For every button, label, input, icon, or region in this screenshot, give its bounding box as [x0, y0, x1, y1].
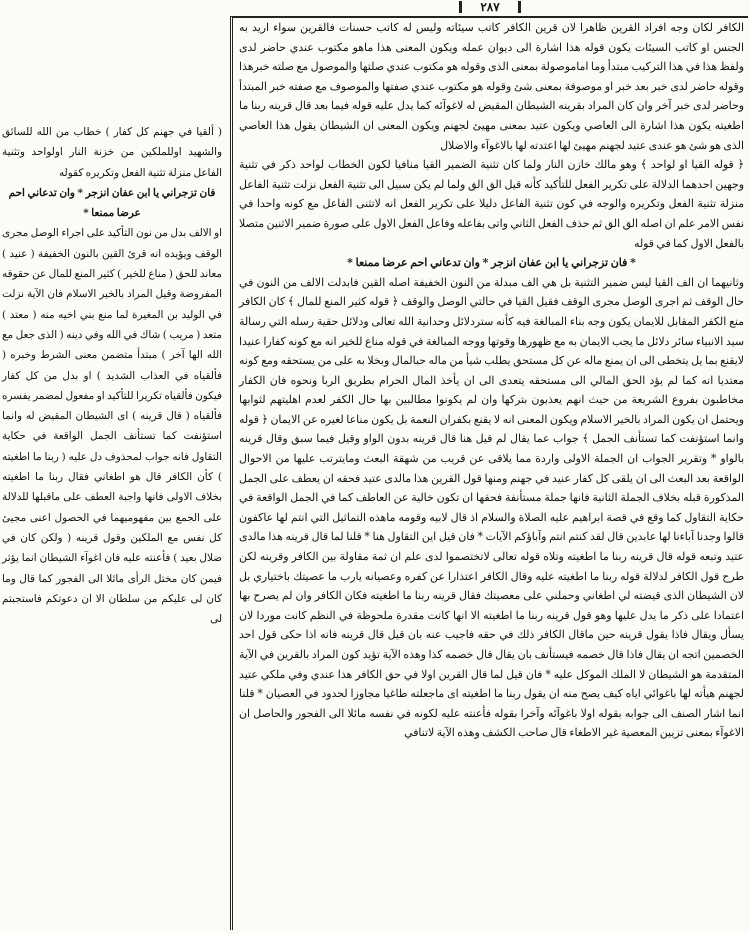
main-paragraph: وثانيهما ان الف القيا ليس ضمير التثنية بل هي الف مبدلة من النون الخفيفة اصله القين فابدلت الالف من النون في حال الوقف ثم اجرى الوصل مجرى الوقف فقيل القيا في حالتي الوصل والوقف ﴿ قوله كثير المنع للمال ﴾ كان الكافر منع الكفر المقابل للايمان يكون وجه بناء المبالغة فيه كأنه ستردلائل وحدانية الله تعالى ودلائل حقية رسله التي رسالة سيد الانبياء سائر دلائل ما يجب الايمان به مع ظهورها وقوتها ووجه المبالغة في قوله مناع للخير انه مع كونه كفارا عنيدا لايقنع بما يل يتخطى الى ان يمنع ماله عن كل مستحق يطلب شيأ من ماله حبالمال وبخلا به على من يستحقه ومع كونه معتديا انه كما لم يؤد الحق المالي الى مستحقه يتعدى الى ان يأخذ المال الحرام بطريق الربا ونحوه فان الكفار مخاطبون بفروع الشريعة من حيث انهم يعذبون بتركها وان لم يكونوا مطالبين بها حال الكفر لعدم اهليتهم لثوابها ويحتمل ان يكون المراد بالخير الاسلام ويكون المعنى انه لا يقنع بكفران النعمة بل يكون مناعا لغيره عن الايمان ﴿ قوله وانما استؤنفت كما تستأنف الجمل ﴾ جواب عما يقال لم قيل هنا قال قرينه بدون الواو وقيل فيما سبق وقال قرينه بالواو * وتقرير الجواب ان الجملة الاولى واردة مما يلاقى عن قريب من شهقة البعث ومايترتب عليها من الاحوال الواقعة بعد البعث الى ان يلقى كل كفار عنيد في جهنم ومنها قول القرين هذا مالدى عتيد فحقه ان يعطف على الجمل المذكورة قبله بخلاف الجملة الثانية فانها جملة مستأنفة فحقها ان تكون خالية عن العاطف كما في الجمل الواقعة في حكاية التقاول كما وقع في قصة ابراهيم عليه الصلاة والسلام اذ قال لابيه وقومه ماهذه التماثيل التي انتم لها عاكفون قالوا وجدنا آباءنا لها عابدين قال لقد كنتم انتم وآباؤكم الآيات * فان قيل اين التقاول هنا * قلنا لما قال قرينه هذا مالدى عتيد وتبعه قوله قال قرينه ربنا ما اطغيته وتلاه قوله تعالى لاتختصموا لدى علم ان ثمة مقاولة بين الكافر وقرينه لكن طرح قول الكافر لدلالة قوله ربنا ما اطغيته عليه وقال الكافر اعتذارا عن كفره وعصيانه يارب ما عصيتك باختياري بل لان الشيطان الذى قيضته لي اطغاني وحملني على معصيتك فقال قرينه ربنا ما اطغيته فكان الكافر وان لم يصرح بها اعتمادا على ذكر ما يدل عليها وهو قول قرينه ربنا ما اطغيته الا انها كانت مقدرة ملحوظة في النظم كانت موردا لان يسأل ويقال فاذا يقول قرينه حين ماقال الكافر ذلك في حقه فاجيب عنه بان قيل قال قرينه فانه اذا حكى قول احد الخصمين اتجه ان يقال فاذا قال خصمه فيستأنف بان يقال قال خصمه كذا وهذه الآية تؤيد كون المراد بالقرين في الآية المتقدمة هو الشيطان لا الملك الموكل عليه * فان قيل لما قال القرين اولا في حق الكافر هذا عندي وفي ملكي عتيد لجهنم هيأته لها باغوائي اياه كيف يصح منه ان يقول ربنا ما اطغيته اى ماجعلته طاغيا مجاوزا لحدود في العصيان * قلنا انما اشار الصنف الى جوابه بقوله اولا باغوآئه وآخرا بقوله فأعنته عليه لكونه في نفسه مائلا الى الفجور والحاصل ان الاغوآء بمعنى تزيين المعصية غير الاطغاء قال صاحب الكشف وهذه الآية لاتنافي: [239, 275, 744, 740]
main-paragraph: ﴿ قوله القيا او لواحد ﴾ وهو مالك خازن النار ولما كان تثنية الضمير القيا منافيا لكون الخطاب لواحد ذكر في تثنية وجهين احدهما الدلالة على تكرير الفعل للتأكيد كأنه قيل الق الق ولما لم يكن سبيل الى تثنية الفعل نزلت تثنية الفاعل منزلة تثنية الفعل وتكريره والوجه في كون تثنية الفاعل دليلا على تكرير الفعل انه لاتثنى الفاعل مع كونه واحدا في نفس الامر علم ان اصله الق الق ثم حذف الفعل الثاني واتى بفاعله وفاعل الفعل الاول على صورة ضمير الاثنين متصلا بالفعل الاول كما في قوله: [239, 158, 744, 250]
main-commentary: [233, 18, 748, 743]
verse-line: * فان تزجراني يا ابن عفان انزجر * وان تدعاني احم عرضا ممنعا *: [347, 256, 636, 270]
margin-commentary: [0, 122, 226, 642]
page-header: [230, 0, 750, 14]
main-paragraph: الكافر لكان وجه افراد القرين ظاهرا لان قرين الكافر كاتب سيئاته وليس له كاتب حسنات فالقرين سواء اريد به الجنس او كاتب السيئات يكون قوله هذا اشارة الى ديوان عمله ويكون المعنى هذا ماهو مكتوب عندي حاضر لدى ولفظ هذا في هذا التركيب مبتدأ وما اماموصولة بمعنى الذى وقوله هو مكتوب عندي صلتها والموصول مع صلته خبرهذا وقوله حاضر لدى خبر بعد خبر او موصوفة بمعنى شئ وقوله هو مكتوب عندي صفتها والموصوف مع صفته خبر المبتدأ وحاضر لدى خبر آخر وان كان المراد بقرينه الشيطان المقيض له لاغوآئه كما يدل عليه قوله فيما بعد قال قرينه ربنا ما اطغيته يكون هذا اشارة الى العاصي ويكون عتيد بمعنى مهيئ لجهنم ويكون المعنى ان الشيطان يقول هذا العاصي الذى هو شئ هو عندى عتيد لجهنم مهيئ لها اعتدته لها بالاغوآء والاضلال: [239, 21, 744, 152]
margin-paragraph: ( ألقيا في جهنم كل كفار ) خطاب من الله للسائق والشهيد اوللملكين من خزنة النار اولواحد وتثنية الفاعل منزلة تثنية الفعل وتكريره كقوله: [2, 126, 222, 179]
margin-verse: فان تزجراني يا ابن عفان انزجر * وان تدعاني احم عرضا ممنعا *: [8, 186, 216, 220]
margin-paragraph: او الالف بدل من نون التأكيد على اجراء الوصل مجرى الوقف ويؤيده انه قرئ القين بالنون الخفيفة ( عنيد ) معاند للحق ( مناع للخير ) كثير المنع للمال عن حقوقه المفروضة وقيل المراد بالخير الاسلام فان الآية نزلت في الوليد بن المغيرة لما منع بني اخيه منه ( معتد ) متعد ( مريب ) شاك في الله وفي دينه ( الذى جعل مع الله الها آخر ) مبتدأ متضمن معنى الشرط وخبره ( فألقياه في العذاب الشديد ) او بدل من كل كفار فيكون فألقياه تكريرا للتأكيد او مفعول لمضمر يفسره فألقياه ( قال قرينه ) اى الشيطان المقيض له وانما استؤنفت كما تستأنف الجمل الواقعة في حكاية التقاول فانه جواب لمحذوف دل عليه ( ربنا ما اطغيته ) كأن الكافر قال هو اطغاني فقال ربنا ما اطغيته بخلاف الاولى فانها واجبة العطف على ماقبلها للدلالة على الجمع بين مفهوميهما في الحصول اعنى مجيئ كل نفس مع الملكين وقول قرينه ( ولكن كان في ضلال بعيد ) فأعنته عليه فان اغوآء الشيطان انما يؤثر فيمن كان مختل الرأى مائلا الى الفجور كما قال وما كان لى عليكم من سلطان الا ان دعوتكم فاستجبتم لى: [2, 227, 222, 626]
page-number: ٢٨٧: [459, 1, 520, 13]
main-text-frame: [230, 16, 748, 930]
